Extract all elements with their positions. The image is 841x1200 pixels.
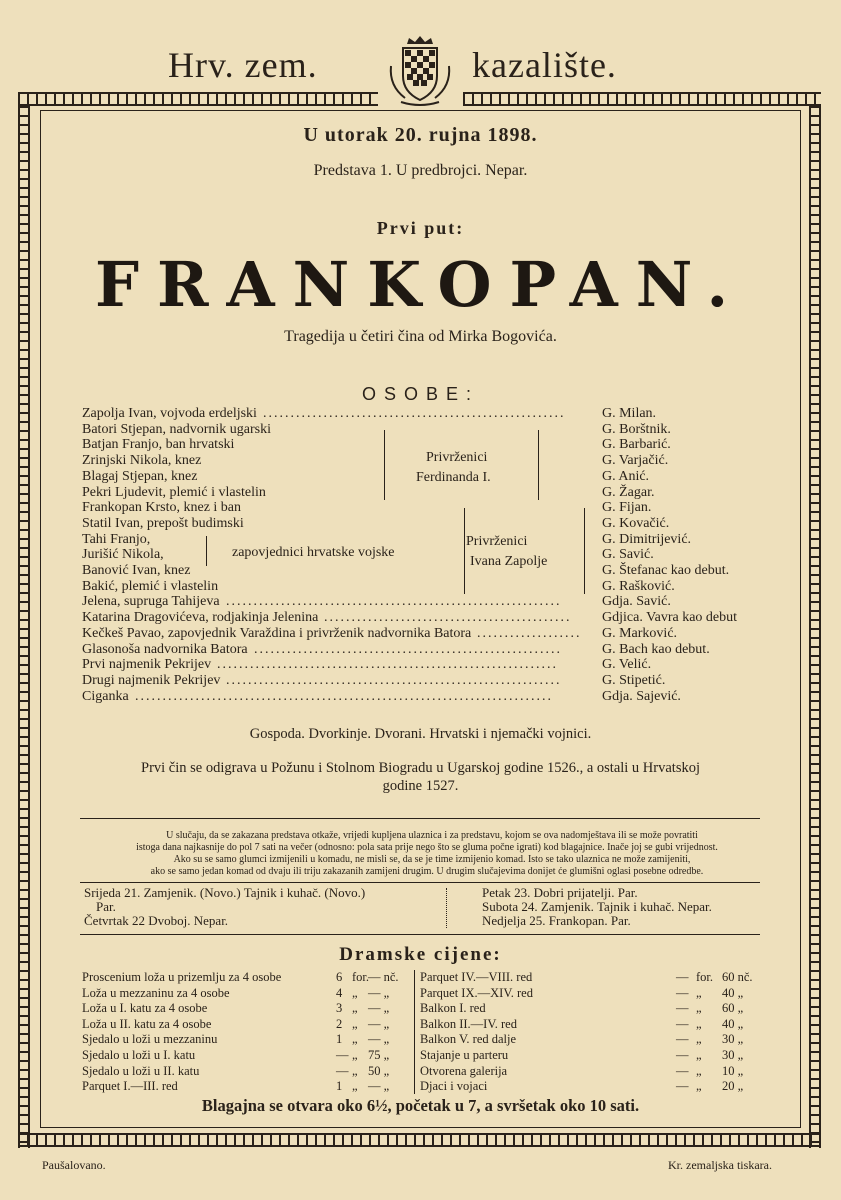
cast-role: Glasonoša nadvornika Batora [82,641,248,657]
price-value: 40 „ [722,985,744,1000]
price-label: Balkon V. red dalje [420,1032,517,1047]
price-label: Sjedalo u loži u mezzaninu [82,1032,218,1047]
cast-row [82,563,730,579]
cast-actor: G. Bach kao debut. [602,641,710,657]
cast-actor: G. Savić. [602,547,654,563]
cast-row [82,516,702,532]
price-value: „ [696,1001,702,1016]
price-label: Djaci i vojaci [420,1079,488,1094]
cast-row [82,594,702,610]
border-bottom [18,1133,821,1147]
price-label: Balkon II.—IV. red [420,1016,517,1031]
price-value: — [676,1016,689,1031]
cast-row [82,689,702,705]
cast-row [82,437,702,453]
divider-3 [80,934,760,935]
price-value: — „ [368,1032,390,1047]
price-value: 3 [336,1001,343,1016]
cast-row [82,579,702,595]
cast-role: Batjan Franjo, ban hrvatski [82,437,235,453]
price-value: for. [696,970,714,984]
cast-row [82,626,702,642]
price-value: 75 „ [368,1048,390,1062]
cast-role: Kečkeš Pavao, zapovjednik Varaždina i privrženik nadvornika Batora [82,625,472,641]
price-label: Loža u I. katu za 4 osobe [82,1001,208,1016]
price-label: Proscenium loža u prizemlju za 4 osobe [82,970,282,984]
price-value: 40 „ [722,1016,744,1031]
notice-line-1: U slučaju, da se zakazana predstava otkaže, vrijedi kupljena ulaznica i za predstavu, kojom se ova nadomještava ili se može povratiti [166,830,698,841]
cast-actor: G. Milan. [602,406,657,421]
price-label: Stajanje u parteru [420,1048,509,1062]
price-label: Loža u mezzaninu za 4 osobe [82,985,230,1000]
price-label: Otvorena galerija [420,1063,508,1078]
cast-role: Ciganka [82,688,129,704]
price-label: Parquet IV.—VIII. red [420,970,533,984]
price-label: Loža u II. katu za 4 osobe [82,1016,212,1031]
performance-line: Predstava 1. U predbrojci. Nepar. [313,162,528,179]
cast-actor: G. Štefanac kao debut. [602,563,730,578]
cast-row [82,657,702,673]
price-value: „ [696,1016,702,1031]
price-value: 30 „ [722,1032,744,1047]
border-top-left [18,92,378,106]
brace-group2-left [458,508,465,594]
play-title: FRANKOPAN. [94,248,747,321]
dot-leader: .............................................................. [217,657,558,673]
price-value: 50 „ [368,1063,390,1078]
cast-actor: Gdjica. Vavra kao debut [602,610,738,626]
price-value: „ [352,985,358,1000]
price-value: 60 „ [722,1001,744,1016]
price-value: — [336,1048,349,1062]
cast-heading: OSOBE: [361,384,480,404]
prices-divider [414,970,415,1094]
cast-role: Drugi najmenik Pekrijev [82,672,221,688]
prices-heading: Dramske cijene: [339,944,502,965]
dot-leader: ............................................. [324,610,572,626]
schedule-left-3: Četvrtak 22 Dvoboj. Nepar. [84,913,229,928]
notice-line-4: ako se samo jedan komad od dvaju ili triju zakazanih zamijeni drugim. U drugim slučajevima donijet će glumišni oglasi posebne odredbe. [150,866,704,877]
cast-row [82,500,702,516]
cast-role: Tahi Franjo, [82,531,151,547]
notice-line-2: istoga dana najkasnije do pol 7 sati na večer (odnosno: pola sata prije nego što se gluma počne igrati) kod blagajnice. Inače joj se gubi vrijednost. [136,842,718,853]
cast-actor: G. Velić. [602,657,652,673]
price-value: 60 nč. [722,970,753,984]
cast-actor: G. Anić. [602,468,650,484]
cast-actor: G. Fijan. [602,500,652,516]
cast-actor: G. Varjačić. [602,453,669,469]
price-value: — [676,1032,689,1047]
group1-label-2: Ferdinanda I. [416,470,491,485]
dot-leader: ................... [477,625,582,641]
cast-actor: G. Dimitrijević. [602,531,692,547]
cast-role: Frankopan Krsto, knez i ban [82,500,242,516]
price-value: „ [352,1048,358,1062]
group3-label: zapovjednici hrvatske vojske [232,545,395,560]
price-value: „ [696,1048,702,1062]
price-value: — „ [368,1016,390,1031]
price-value: „ [696,1079,702,1094]
dot-leader: ............................................................. [226,672,562,688]
cast-actor: G. Borštnik. [602,421,671,437]
play-subtitle: Tragedija u četiri čina od Mirka Bogovića. [284,328,557,345]
footer-right: Kr. zemaljska tiskara. [668,1158,772,1172]
cast-role: Batori Stjepan, nadvornik ugarski [82,421,271,437]
extras-line: Gospoda. Dvorkinje. Dvorani. Hrvatski i njemački vojnici. [249,726,592,742]
price-value: „ [696,1063,702,1078]
cast-role: Prvi najmenik Pekrijev [82,657,212,673]
schedule-left-2: Par. [96,899,116,914]
cast-row [82,406,702,422]
setting-line-2: godine 1527. [382,778,459,794]
cast-role: Jurišić Nikola, [82,547,164,563]
cast-role: Zrinjski Nikola, knez [82,453,202,469]
price-value: 1 [336,1079,343,1094]
brace-group1-right [538,430,545,500]
cast-row [82,610,738,626]
cast-actor: G. Barbarić. [602,437,671,453]
price-value: „ [352,1063,358,1078]
cast-row [82,485,702,501]
price-value: 6 [336,970,343,984]
price-label: Sjedalo u loži u I. katu [82,1048,196,1062]
cast-row [82,641,710,658]
header-right: kazalište. [472,45,617,85]
price-value: — „ [368,1079,390,1094]
group1-label-1: Privrženici [426,450,488,465]
schedule-right-1: Petak 23. Dobri prijatelji. Par. [482,885,638,900]
price-value: — [336,1063,349,1078]
cast-role: Statil Ivan, prepošt budimski [82,515,244,531]
price-value: 1 [336,1032,343,1047]
price-value: — [676,1048,689,1062]
cast-row [82,453,702,469]
dot-leader: ............................................................. [226,594,562,610]
cast-row [82,673,702,689]
divider-1 [80,818,760,819]
cast-role: Bakić, plemić i vlastelin [82,578,219,594]
price-value: „ [352,1016,358,1031]
date-line: U utorak 20. rujna 1898. [303,124,538,146]
footer-left: Paušalovano. [42,1158,106,1172]
divider-2 [80,882,760,883]
price-label: Sjedalo u loži u II. katu [82,1063,200,1078]
brace-group1-left [378,430,385,500]
notice-line-3: Ako su se samo glumci izmijenili u komadu, ne misli se, da se je time izmijenio komad. Isto se tako ulaznica ne može zamijeniti, [173,854,691,865]
dot-leader: ........................................................ [254,641,562,657]
price-value: 30 „ [722,1048,744,1062]
cast-actor: G. Marković. [602,625,678,641]
cast-actor: G. Kovačić. [602,515,670,531]
border-top-right [463,92,821,106]
price-value: — [676,1063,689,1078]
cast-role: Zapolja Ivan, vojvoda erdeljski [82,406,257,421]
setting-line-1: Prvi čin se odigrava u Požunu i Stolnom Biogradu u Ugarskoj godine 1526., a ostali u Hrvatskoj [141,760,700,776]
price-value: 10 „ [722,1063,744,1078]
cast-role: Pekri Ljudevit, plemić i vlastelin [82,484,266,500]
price-value: — „ [368,1001,390,1016]
price-label: Parquet I.—III. red [82,1079,178,1094]
price-value: „ [352,1032,358,1047]
price-value: — [676,970,689,984]
price-value: „ [352,1079,358,1094]
first-time-label: Prvi put: [376,218,465,238]
schedule-left-1: Srijeda 21. Zamjenik. (Novo.) Tajnik i kuhač. (Novo.) [84,885,366,900]
cast-role: Banović Ivan, knez [82,563,191,578]
price-value: 4 [336,985,343,1000]
cast-row [82,469,702,485]
price-value: for. [352,970,370,984]
schedule-right-2: Subota 24. Zamjenik. Tajnik i kuhač. Nepar. [482,899,712,914]
price-value: 20 „ [722,1079,744,1094]
price-value: — [676,1001,689,1016]
brace-group3 [200,536,207,566]
cast-role: Katarina Dragovićeva, rodjakinja Jelenina [82,610,319,626]
cast-actor: Gdja. Sajević. [602,688,681,704]
header-left: Hrv. zem. [168,45,318,85]
price-value: — nč. [368,970,399,984]
dot-leader: ............................................................................ [135,688,553,704]
price-value: — „ [368,985,390,1000]
price-value: „ [352,1001,358,1016]
price-label: Parquet IX.—XIV. red [420,985,533,1000]
cast-role: Blagaj Stjepan, knez [82,468,198,484]
price-value: „ [696,985,702,1000]
schedule-divider [446,888,448,928]
price-label: Balkon I. red [420,1001,486,1016]
cast-actor: G. Stipetić. [602,672,666,688]
dot-leader: ....................................................... [263,406,566,421]
cast-row [82,422,702,438]
price-value: 2 [336,1016,343,1031]
cast-actor: Gdja. Savić. [602,594,671,610]
price-value: — [676,1079,689,1094]
brace-group2-right [584,508,591,594]
cast-role: Jelena, supruga Tahijeva [82,594,220,610]
cast-actor: G. Rašković. [602,578,675,594]
price-value: — [676,985,689,1000]
price-value: „ [696,1032,702,1047]
schedule-right-3: Nedjelja 25. Frankopan. Par. [482,913,631,928]
coat-of-arms-icon [387,36,453,108]
group2-label-2: Ivana Zapolje [470,554,548,569]
box-office-line: Blagajna se otvara oko 6½, početak u 7, a svršetak oko 10 sati. [201,1096,640,1115]
group2-label-1: Privrženici [466,534,528,549]
cast-actor: G. Žagar. [602,484,655,500]
